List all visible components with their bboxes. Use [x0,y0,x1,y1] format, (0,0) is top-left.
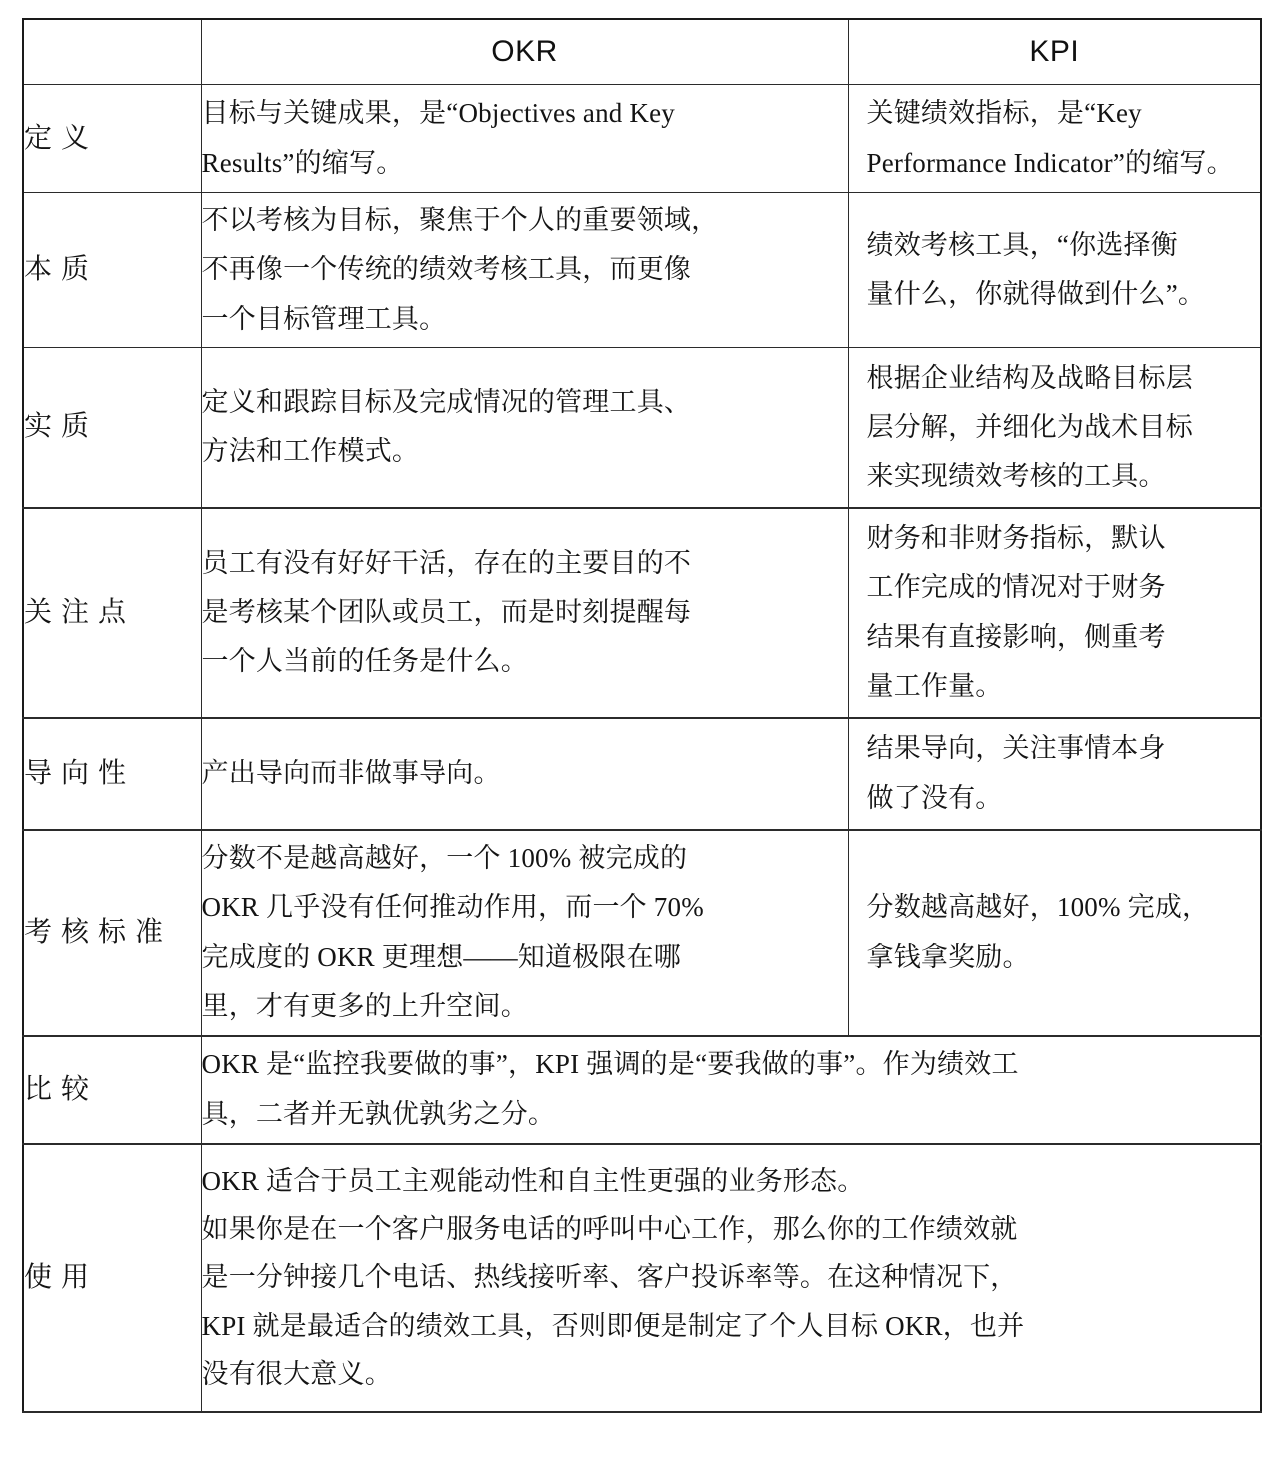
line: 层分解，并细化为战术目标 [866,411,1193,442]
cell-okr-substance [201,348,848,508]
line: OKR 是“监控我要做的事”，KPI 强调的是“要我做的事”。作为绩效工 [201,1049,1019,1080]
cell-kpi-essence [848,193,1261,348]
line: 完成度的 OKR 更理想——知道极限在哪 [201,941,682,972]
row-label-focus: 关注点 [23,508,201,718]
line: Performance Indicator”的缩写。 [866,147,1234,178]
row-label-definition: 定义 [23,85,201,193]
cell-kpi-focus [848,508,1261,718]
line: 产出导向而非做事导向。 [201,757,501,788]
line: 是考核某个团队或员工，而是时刻提醒每 [201,596,692,627]
line: 目标与关键成果，是“Objectives and Key [201,98,676,129]
line: 是一分钟接几个电话、热线接听率、客户投诉率等。在这种情况下， [201,1262,1018,1293]
row-label-orientation: 导向性 [23,718,201,830]
line: OKR 适合于员工主观能动性和自主性更强的业务形态。 [201,1166,865,1197]
table-row [23,348,1261,508]
line: 来实现绩效考核的工具。 [866,460,1166,491]
cell-kpi-definition [848,85,1261,193]
table-header-row [23,19,1261,85]
line: 量工作量。 [866,670,1003,701]
line: 里，才有更多的上升空间。 [201,990,528,1021]
cell-okr-assessment-standard [201,830,848,1036]
line: 做了没有。 [866,782,1003,813]
cell-kpi-substance [848,348,1261,508]
cell-okr-essence [201,193,848,348]
line: 财务和非财务指标，默认 [866,523,1166,554]
line: 不再像一个传统的绩效考核工具，而更像 [201,254,692,285]
row-label-assessment-standard: 考核标准 [23,830,201,1036]
table-row [23,508,1261,718]
table-row [23,1144,1261,1412]
row-label-comparison: 比较 [23,1036,201,1144]
header-corner-cell [23,19,201,85]
line: 拿钱拿奖励。 [866,941,1030,972]
line: 分数不是越高越好，一个 100% 被完成的 [201,843,688,874]
line: 关键绩效指标，是“Key [866,98,1142,129]
cell-kpi-orientation [848,718,1261,830]
line: KPI 就是最适合的绩效工具，否则即便是制定了个人目标 OKR，也并 [201,1310,1025,1341]
line: 工作完成的情况对于财务 [866,572,1166,603]
line: 绩效考核工具，“你选择衡 [866,229,1178,260]
cell-kpi-assessment-standard [848,830,1261,1036]
line: 一个人当前的任务是什么。 [201,646,528,677]
line: 具，二者并无孰优孰劣之分。 [201,1098,556,1129]
line: 员工有没有好好干活，存在的主要目的不 [201,547,692,578]
cell-comparison-span [201,1036,1261,1144]
line: Results”的缩写。 [201,147,404,178]
line: 分数越高越好，100% 完成， [866,892,1210,923]
header-okr: OKR [201,19,848,85]
cell-usage-span [201,1144,1261,1412]
line: 结果有直接影响，侧重考 [866,621,1166,652]
header-kpi: KPI [848,19,1261,85]
row-label-usage: 使用 [23,1144,201,1412]
table-row [23,830,1261,1036]
table-row [23,1036,1261,1144]
row-label-essence: 本质 [23,193,201,348]
line: 方法和工作模式。 [201,436,420,467]
table-row [23,85,1261,193]
line: 如果你是在一个客户服务电话的呼叫中心工作，那么你的工作绩效就 [201,1214,1018,1245]
table-row [23,193,1261,348]
line: 结果导向，关注事情本身 [866,733,1166,764]
okr-kpi-comparison-table [22,18,1262,1413]
cell-okr-focus [201,508,848,718]
line: OKR 几乎没有任何推动作用，而一个 70% [201,892,704,923]
line: 没有很大意义。 [201,1358,392,1389]
line: 不以考核为目标，聚焦于个人的重要领域， [201,205,719,236]
line: 一个目标管理工具。 [201,303,447,334]
cell-okr-orientation [201,718,848,830]
cell-okr-definition [201,85,848,193]
row-label-substance: 实质 [23,348,201,508]
line: 定义和跟踪目标及完成情况的管理工具、 [201,387,692,418]
line: 根据企业结构及战略目标层 [866,362,1193,393]
line: 量什么，你就得做到什么”。 [866,279,1206,309]
table-row [23,718,1261,830]
